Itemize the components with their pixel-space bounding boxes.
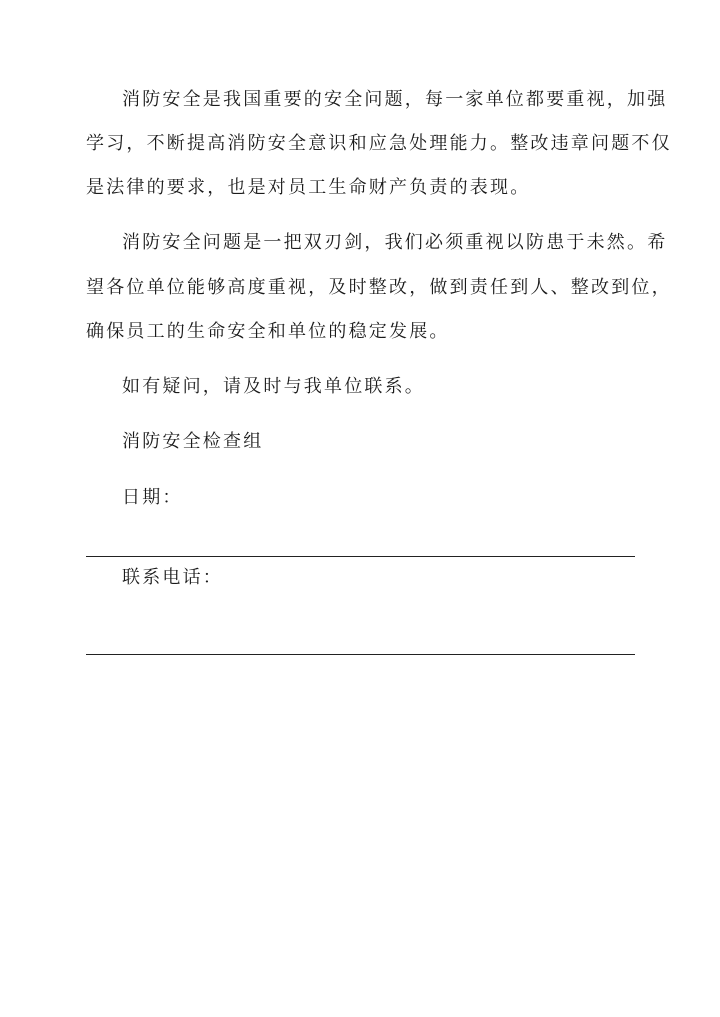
divider-bottom xyxy=(86,654,635,655)
paragraph-1-line-3: 是法律的要求，也是对员工生命财产负责的表现。 xyxy=(86,177,531,198)
signature: 消防安全检查组 xyxy=(122,431,264,452)
contact-note: 如有疑问，请及时与我单位联系。 xyxy=(122,376,425,397)
divider-top xyxy=(86,556,635,557)
paragraph-2-line-2: 望各位单位能够高度重视，及时整改，做到责任到人、整改到位， xyxy=(86,277,672,298)
phone-label: 联系电话： xyxy=(122,567,223,588)
paragraph-1-line-2: 学习，不断提高消防安全意识和应急处理能力。整改违章问题不仅 xyxy=(86,133,672,154)
paragraph-1-line-1: 消防安全是我国重要的安全问题，每一家单位都要重视，加强 xyxy=(122,89,668,110)
paragraph-2-line-3: 确保员工的生命安全和单位的稳定发展。 xyxy=(86,321,450,342)
date-label: 日期： xyxy=(122,487,183,508)
paragraph-2-line-1: 消防安全问题是一把双刃剑，我们必须重视以防患于未然。希 xyxy=(122,232,668,253)
